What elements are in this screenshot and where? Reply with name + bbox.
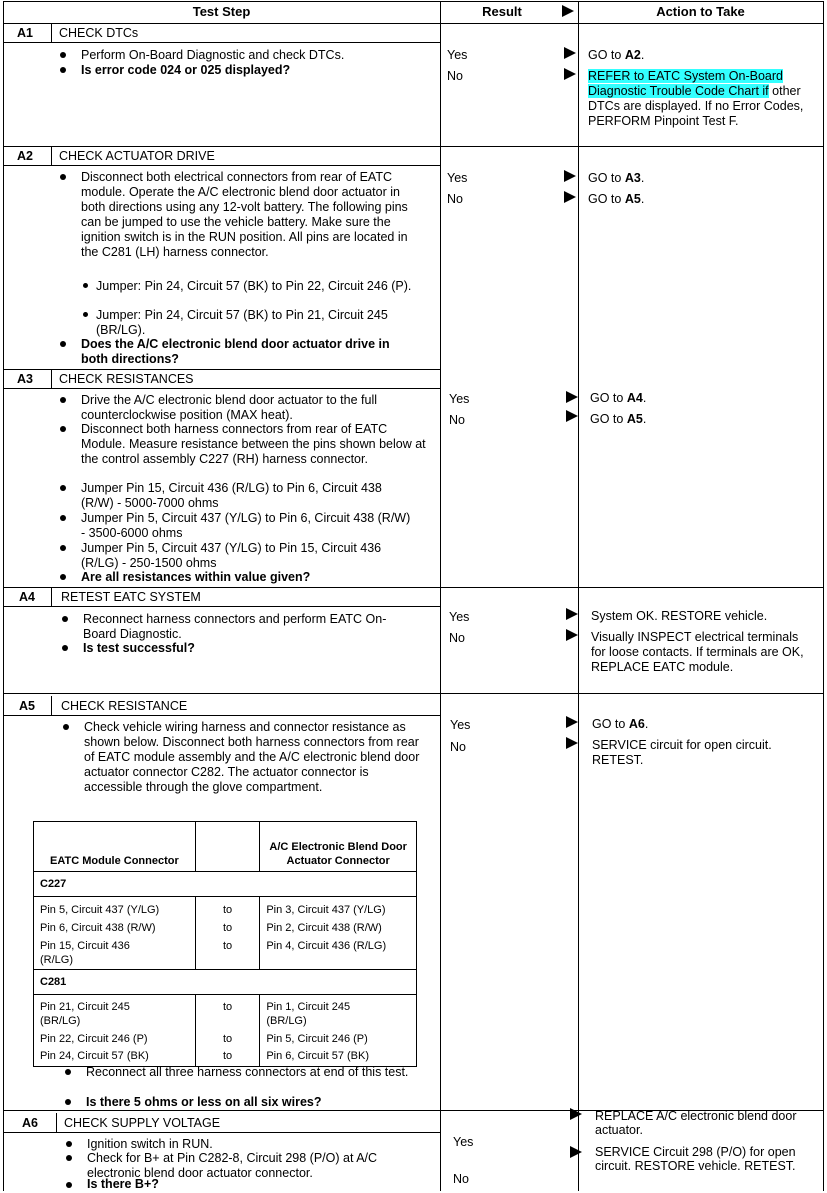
arrow-icon (566, 391, 578, 403)
border-top (3, 1, 824, 2)
arrow-icon (566, 410, 578, 422)
table-cell: Pin 4, Circuit 436 (R/LG) (266, 940, 387, 952)
step-instruction: Check vehicle wiring harness and connector resistance as shown below. Disconnect both harness connectors from rear of EATC module assembly and the A/C electronic blend door actuator connector C282. The actuator connector is accessible through the glove compartment. (84, 720, 424, 795)
step-instruction: Disconnect both electrical connectors from rear of EATC module. Operate the A/C electronic blend door actuator in both directions using any 12-volt battery. The following pins can be jumped to use the vehicle battery. Make sure the ignition switch is in the RUN position. All pins are located in the C281 (LH) harness connector. (81, 170, 419, 260)
action-no: SERVICE Circuit 298 (P/O) for open circuit. RESTORE vehicle. RETEST. (595, 1145, 796, 1173)
action-no: REFER to EATC System On-Board Diagnostic Trouble Code Chart if other DTCs are displayed. If no Error Codes, PERFORM Pinpoint Test F. (588, 69, 804, 128)
step-id: A1 (17, 26, 33, 40)
table-cell: Pin 21, Circuit 245 (BR/LG) (34, 995, 196, 1029)
action-no: GO to A5. (590, 412, 647, 426)
result-yes: Yes (447, 48, 468, 62)
border-right (823, 1, 824, 1191)
table-row (34, 917, 417, 935)
action-no: GO to A5. (588, 192, 645, 206)
step-id: A4 (19, 590, 35, 604)
result-yes: Yes (449, 610, 470, 624)
table-cell: Pin 22, Circuit 246 (P) (34, 1028, 196, 1046)
header-bottom (3, 23, 824, 24)
result-no: No (453, 1172, 469, 1186)
table-cell: to (195, 995, 260, 1029)
step-title: CHECK ACTUATOR DRIVE (59, 149, 215, 163)
header-test-step: Test Step (192, 4, 251, 19)
connector-table (33, 821, 417, 1067)
table-cell: Pin 15, Circuit 436 (R/LG) (34, 935, 196, 970)
arrow-icon (566, 737, 578, 749)
step-title: CHECK SUPPLY VOLTAGE (64, 1116, 221, 1130)
table-cell: to (195, 1046, 260, 1067)
action-yes: System OK. RESTORE vehicle. (591, 609, 768, 623)
divider-step-result (440, 1, 441, 1191)
result-yes: Yes (450, 718, 471, 732)
step-id: A2 (17, 149, 33, 163)
arrow-icon (562, 5, 574, 17)
table-cell: Pin 5, Circuit 246 (P) (266, 1033, 368, 1045)
action-yes: GO to A2. (588, 48, 645, 62)
result-no: No (449, 631, 465, 645)
arrow-icon (564, 191, 576, 203)
step-instruction: Jumper Pin 5, Circuit 437 (Y/LG) to Pin 15, Circuit 436 (R/LG) - 250-1500 ohms (81, 541, 416, 571)
header-action: Action to Take (656, 4, 745, 19)
result-no: No (449, 413, 465, 427)
action-yes: GO to A4. (590, 391, 647, 405)
action-no: Visually INSPECT electrical terminals for loose contacts. If terminals are OK, REPLACE EATC module. (591, 630, 804, 674)
table-cell: Pin 2, Circuit 438 (R/W) (266, 922, 382, 934)
step-title-underline (3, 1132, 440, 1133)
arrow-icon (564, 170, 576, 182)
action-no: SERVICE circuit for open circuit. RETEST. (592, 738, 772, 767)
step-title: CHECK RESISTANCES (59, 372, 194, 386)
step-title-underline (3, 606, 440, 607)
table-row (34, 1046, 417, 1067)
step-title: CHECK RESISTANCE (61, 699, 188, 713)
step-question: Is test successful? (83, 641, 418, 656)
step-question: Does the A/C electronic blend door actuator drive in both directions? (81, 337, 401, 367)
connector-group-label: C281 (40, 976, 67, 988)
result-yes: Yes (449, 392, 470, 406)
table-row (34, 1028, 417, 1046)
step-title-underline (3, 42, 440, 43)
action-yes: REPLACE A/C electronic blend door actuator. (595, 1109, 797, 1137)
step-instruction: Jumper Pin 5, Circuit 437 (Y/LG) to Pin 6, Circuit 438 (R/W) - 3500-6000 ohms (81, 511, 416, 541)
result-no: No (450, 740, 466, 754)
step-instruction: Drive the A/C electronic blend door actuator to the full counterclockwise position (MAX heat). (81, 393, 416, 423)
step-instruction: Check for B+ at Pin C282-8, Circuit 298 (P/O) at A/C electronic blend door actuator connector. (87, 1151, 417, 1181)
table-cell: to (195, 917, 260, 935)
table-cell: to (195, 897, 260, 918)
arrow-icon (566, 608, 578, 620)
table-cell: to (195, 1028, 260, 1046)
arrow-icon (564, 68, 576, 80)
table-cell: Pin 5, Circuit 437 (Y/LG) (34, 897, 196, 918)
arrow-icon (566, 716, 578, 728)
step-instruction: Perform On-Board Diagnostic and check DTCs. (81, 48, 411, 63)
table-cell: Pin 6, Circuit 57 (BK) (266, 1050, 370, 1062)
table-row (34, 995, 417, 1029)
step-id: A3 (17, 372, 33, 386)
result-no: No (447, 69, 463, 83)
step-instruction: Jumper Pin 15, Circuit 436 (R/LG) to Pin 6, Circuit 438 (R/W) - 5000-7000 ohms (81, 481, 416, 511)
arrow-icon (570, 1108, 582, 1120)
step-instruction: Ignition switch in RUN. (87, 1137, 417, 1152)
step-question: Is error code 024 or 025 displayed? (81, 63, 411, 78)
step-instruction: Reconnect all three harness connectors at end of this test. (86, 1065, 416, 1080)
result-no: No (447, 192, 463, 206)
step-id: A6 (22, 1116, 38, 1130)
step-separator (3, 146, 824, 147)
highlighted-reference[interactable]: REFER to EATC System On-Board Diagnostic Trouble Code Chart if (588, 69, 783, 98)
table-cell: Pin 1, Circuit 245 (BR/LG) (266, 1001, 351, 1027)
step-title-underline (3, 165, 440, 166)
arrow-icon (564, 47, 576, 59)
step-title: RETEST EATC SYSTEM (61, 590, 201, 604)
table-cell: to (195, 935, 260, 970)
action-yes: GO to A6. (592, 717, 649, 731)
header-result: Result (482, 4, 522, 19)
step-sub-instruction: Jumper: Pin 24, Circuit 57 (BK) to Pin 21, Circuit 245 (BR/LG). (96, 308, 416, 338)
table-row (34, 935, 417, 970)
result-yes: Yes (447, 171, 468, 185)
step-title: CHECK DTCs (59, 26, 139, 40)
step-separator (3, 587, 824, 588)
step-separator (3, 693, 824, 694)
connector-group-label: C227 (40, 878, 67, 890)
step-title-underline (3, 388, 440, 389)
column-header: EATC Module Connector (34, 822, 196, 872)
table-cell: Pin 6, Circuit 438 (R/W) (34, 917, 196, 935)
table-cell: Pin 3, Circuit 437 (Y/LG) (266, 904, 386, 916)
step-question: Are all resistances within value given? (81, 570, 416, 585)
step-title-underline (3, 715, 440, 716)
step-separator (3, 369, 440, 370)
table-cell: Pin 24, Circuit 57 (BK) (34, 1046, 196, 1067)
step-sub-instruction: Jumper: Pin 24, Circuit 57 (BK) to Pin 22, Circuit 246 (P). (96, 279, 416, 294)
action-yes: GO to A3. (588, 171, 645, 185)
step-instruction: Disconnect both harness connectors from rear of EATC Module. Measure resistance between the pins shown below at the control assembly C227 (RH) harness connector. (81, 422, 426, 466)
arrow-icon (566, 629, 578, 641)
step-question: Is there B+? (87, 1178, 417, 1190)
divider-result-action (578, 1, 579, 1191)
arrow-icon (570, 1146, 582, 1158)
step-id: A5 (19, 699, 35, 713)
table-row (34, 897, 417, 918)
result-yes: Yes (453, 1135, 474, 1149)
step-instruction: Reconnect harness connectors and perform EATC On-Board Diagnostic. (83, 612, 418, 642)
column-header-blank (195, 822, 260, 872)
column-header: A/C Electronic Blend Door Actuator Connector (269, 841, 407, 867)
step-question: Is there 5 ohms or less on all six wires? (86, 1095, 416, 1110)
